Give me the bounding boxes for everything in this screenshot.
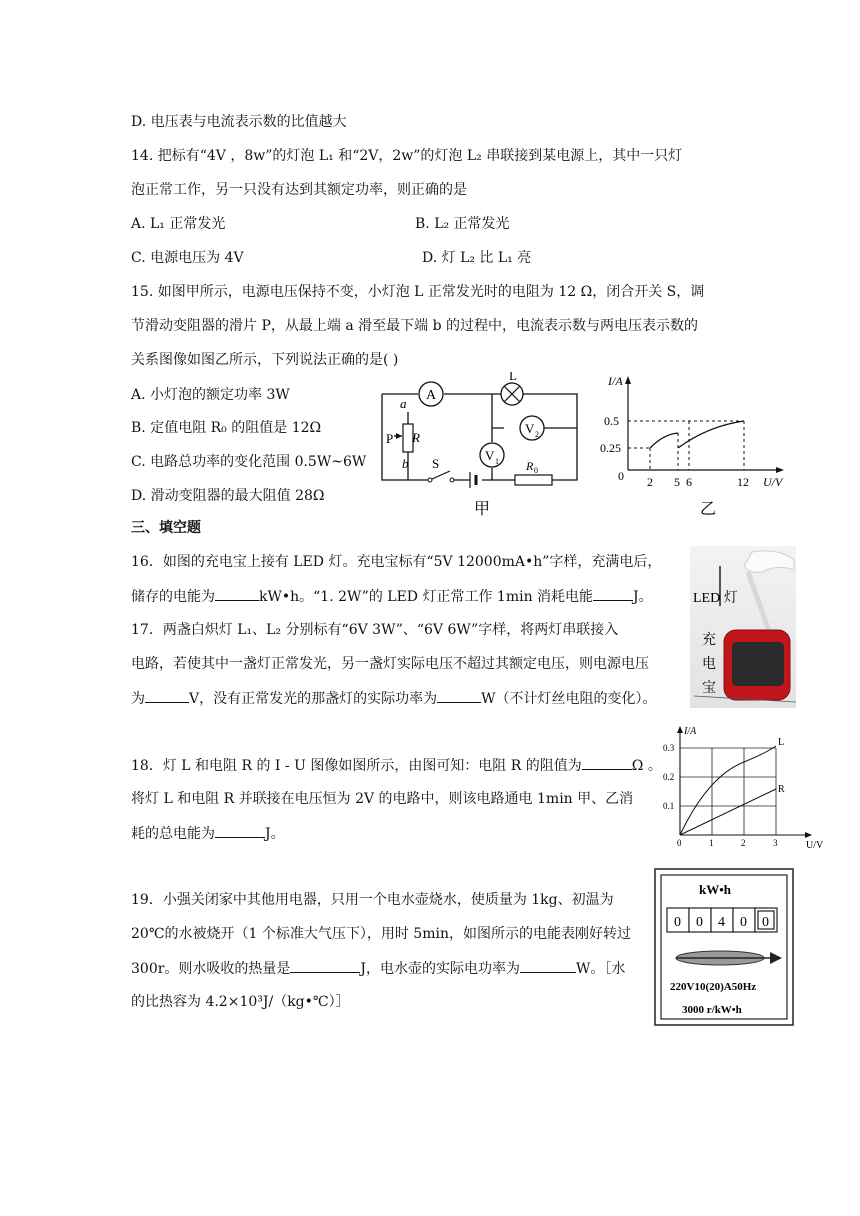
q17-text-b: V，没有正常发光的那盏灯的实际功率为 bbox=[189, 691, 438, 707]
bank-label-2: 电 bbox=[702, 657, 716, 672]
q13-option-d: D. 电压表与电流表示数的比值越大 bbox=[131, 114, 347, 130]
y-tick-0-25: 0.25 bbox=[600, 441, 621, 455]
q15-option-d: D. 滑动变阻器的最大阻值 28Ω bbox=[131, 488, 325, 504]
y-tick-0: 0 bbox=[618, 469, 624, 483]
q17-blank-2[interactable] bbox=[437, 688, 481, 703]
meter-constant: 3000 r/kW•h bbox=[682, 1004, 742, 1016]
q17-blank-1[interactable] bbox=[145, 688, 189, 703]
curve-r bbox=[680, 789, 776, 835]
q18-text-b: Ω 。 bbox=[631, 758, 662, 774]
q19-line-4: 的比热容为 4.2×10³J/（kg•℃）］ bbox=[131, 994, 350, 1010]
x-tick-12: 12 bbox=[737, 475, 749, 489]
lamp-label: L bbox=[509, 372, 517, 383]
q15-option-c: C. 电路总功率的变化范围 0.5W~6W bbox=[131, 454, 367, 470]
r0-subscript: 0 bbox=[534, 466, 538, 475]
y-tick-0-2: 0.2 bbox=[663, 772, 675, 782]
q19-blank-2[interactable] bbox=[520, 958, 576, 973]
q19-text-b: J，电水壶的实际电功率为 bbox=[360, 961, 521, 977]
x-tick-2: 2 bbox=[647, 475, 653, 489]
v2-label: V bbox=[525, 421, 535, 436]
v1-label: V bbox=[485, 448, 495, 463]
q14-option-c: C. 电源电压为 4V bbox=[131, 250, 244, 266]
q15-line-3: 关系图像如图乙所示，下列说法正确的是( ) bbox=[131, 352, 399, 368]
q16-line-1: 16．如图的充电宝上接有 LED 灯。充电宝标有“5V 12000mA•h”字样，充满电后， bbox=[131, 554, 662, 570]
meter-unit: kW•h bbox=[699, 882, 732, 897]
q17-text-c: W（不计灯丝电阻的变化）。 bbox=[481, 691, 657, 707]
circuit-caption: 甲 bbox=[474, 501, 491, 518]
y-axis-label: I/A bbox=[684, 726, 697, 737]
resistor-r0 bbox=[515, 475, 552, 485]
meter-digit-1: 0 bbox=[674, 915, 681, 930]
x-axis-label: U/V bbox=[763, 475, 783, 489]
y-axis-label: I/A bbox=[608, 374, 623, 388]
switch-blade bbox=[432, 471, 450, 479]
switch-label: S bbox=[432, 456, 440, 471]
q15-line-2: 节滑动变阻器的滑片 P，从最上端 a 滑至最下端 b 的过程中，电流表示数与两电压表示数的 bbox=[131, 318, 698, 334]
meter-rating: 220V10(20)A50Hz bbox=[670, 981, 757, 993]
y-tick-0-1: 0.1 bbox=[663, 801, 675, 811]
curve-segment-2 bbox=[678, 421, 744, 448]
q18-line-1 bbox=[131, 755, 662, 776]
q18-text-a2: 耗的总电能为 bbox=[131, 826, 215, 842]
v1-subscript: 1 bbox=[495, 457, 499, 466]
y-tick-0-5: 0.5 bbox=[604, 414, 619, 428]
q18-line-2: 将灯 L 和电阻 R 并联接在电压恒为 2V 的电路中，则该电路通电 1min 甲、乙消 bbox=[131, 791, 634, 807]
q18-blank-2[interactable] bbox=[215, 823, 265, 838]
q16-line-2 bbox=[131, 586, 653, 607]
q14-line-2: 泡正常工作，另一只没有达到其额定功率，则正确的是 bbox=[131, 182, 467, 198]
q16-blank-1[interactable] bbox=[215, 586, 259, 601]
x-tick-1: 1 bbox=[709, 838, 714, 848]
q19-line-2: 20℃的水被烧开（1 个标准大气压下），用时 5min，如图所示的电能表刚好转过 bbox=[131, 926, 631, 942]
i-u-graph-b bbox=[598, 372, 796, 522]
x-tick-6: 6 bbox=[686, 475, 692, 489]
q16-text-c: J。 bbox=[633, 589, 653, 605]
circuit-diagram bbox=[372, 372, 584, 522]
q17-line-3 bbox=[131, 688, 657, 709]
q18-line-3 bbox=[131, 823, 285, 844]
q18-text-b2: J。 bbox=[265, 826, 285, 842]
bank-label-3: 宝 bbox=[702, 681, 716, 696]
q14-option-b: B. L₂ 正常发光 bbox=[415, 216, 510, 232]
q17-line-2: 电路，若使其中一盏灯正常发光，另一盏灯实际电压不超过其额定电压，则电源电压 bbox=[131, 656, 649, 672]
q15-line-1: 15. 如图甲所示，电源电压保持不变，小灯泡 L 正常发光时的电阻为 12 Ω，闭合开关 S，调 bbox=[131, 284, 705, 300]
curve-l-label: L bbox=[778, 737, 785, 748]
q19-blank-1[interactable] bbox=[290, 958, 360, 973]
v2-subscript: 2 bbox=[535, 430, 539, 439]
q15-option-a: A. 小灯泡的额定功率 3W bbox=[131, 387, 290, 403]
q14-option-a: A. L₁ 正常发光 bbox=[131, 216, 226, 232]
meter-digit-3: 4 bbox=[718, 915, 725, 930]
ammeter-label: A bbox=[426, 388, 437, 403]
end-a-label: a bbox=[400, 396, 407, 411]
meter-digit-4: 0 bbox=[740, 915, 747, 930]
r0-label: R bbox=[526, 459, 534, 473]
curve-segment-1 bbox=[650, 433, 678, 448]
q17-text-a: 为 bbox=[131, 691, 145, 707]
slider-label: P bbox=[386, 431, 394, 446]
q19-line-3 bbox=[131, 958, 625, 979]
power-bank-photo bbox=[690, 546, 796, 708]
h-grid bbox=[680, 748, 776, 806]
x-axis-label: U/V bbox=[806, 840, 824, 851]
i-u-graph-lr bbox=[660, 722, 830, 852]
q16-blank-2[interactable] bbox=[593, 586, 633, 601]
x-tick-2: 2 bbox=[741, 838, 746, 848]
v-grid bbox=[712, 748, 776, 835]
end-b-label: b bbox=[402, 456, 409, 471]
q18-text-a: 18．灯 L 和电阻 R 的 I - U 图像如图所示，由图可知：电阻 R 的阻值为 bbox=[131, 758, 582, 774]
q15-option-b: B. 定值电阻 R₀ 的阻值是 12Ω bbox=[131, 420, 322, 436]
meter-digit-5: 0 bbox=[762, 915, 769, 930]
y-tick-0-3: 0.3 bbox=[663, 743, 675, 753]
x-tick-5: 5 bbox=[674, 475, 680, 489]
q19-text-a: 300r。则水吸收的热量是 bbox=[131, 961, 291, 977]
q14-option-d: D. 灯 L₂ 比 L₁ 亮 bbox=[422, 250, 532, 266]
q14-line-1: 14. 把标有“4V ，8w”的灯泡 L₁ 和“2V，2w”的灯泡 L₂ 串联接到某电源上，其中一只灯 bbox=[131, 148, 683, 164]
meter-digit-2: 0 bbox=[696, 915, 703, 930]
electric-meter bbox=[654, 868, 794, 1026]
led-label: LED 灯 bbox=[693, 591, 738, 606]
x-tick-0: 0 bbox=[677, 838, 682, 848]
bank-label-1: 充 bbox=[702, 633, 716, 648]
q16-text-b: kW•h。“1. 2W”的 LED 灯正常工作 1min 消耗电能 bbox=[259, 589, 594, 605]
q19-line-1: 19．小强关闭家中其他用电器，只用一个电水壶烧水，使质量为 1kg、初温为 bbox=[131, 892, 614, 908]
q16-text-a: 储存的电能为 bbox=[131, 589, 215, 605]
x-tick-3: 3 bbox=[773, 838, 778, 848]
section-title-fill-in: 三、填空题 bbox=[131, 520, 201, 536]
graph-b-caption: 乙 bbox=[700, 501, 717, 518]
q19-text-c: W。［水 bbox=[576, 961, 626, 977]
rheostat-label: R bbox=[412, 430, 420, 445]
q17-line-1: 17．两盏白炽灯 L₁、L₂ 分别标有“6V 3W”、“6V 6W”字样，将两灯串联接入 bbox=[131, 622, 619, 638]
curve-l bbox=[680, 746, 776, 835]
curve-r-label: R bbox=[778, 784, 785, 795]
q18-blank-1[interactable] bbox=[582, 755, 632, 770]
